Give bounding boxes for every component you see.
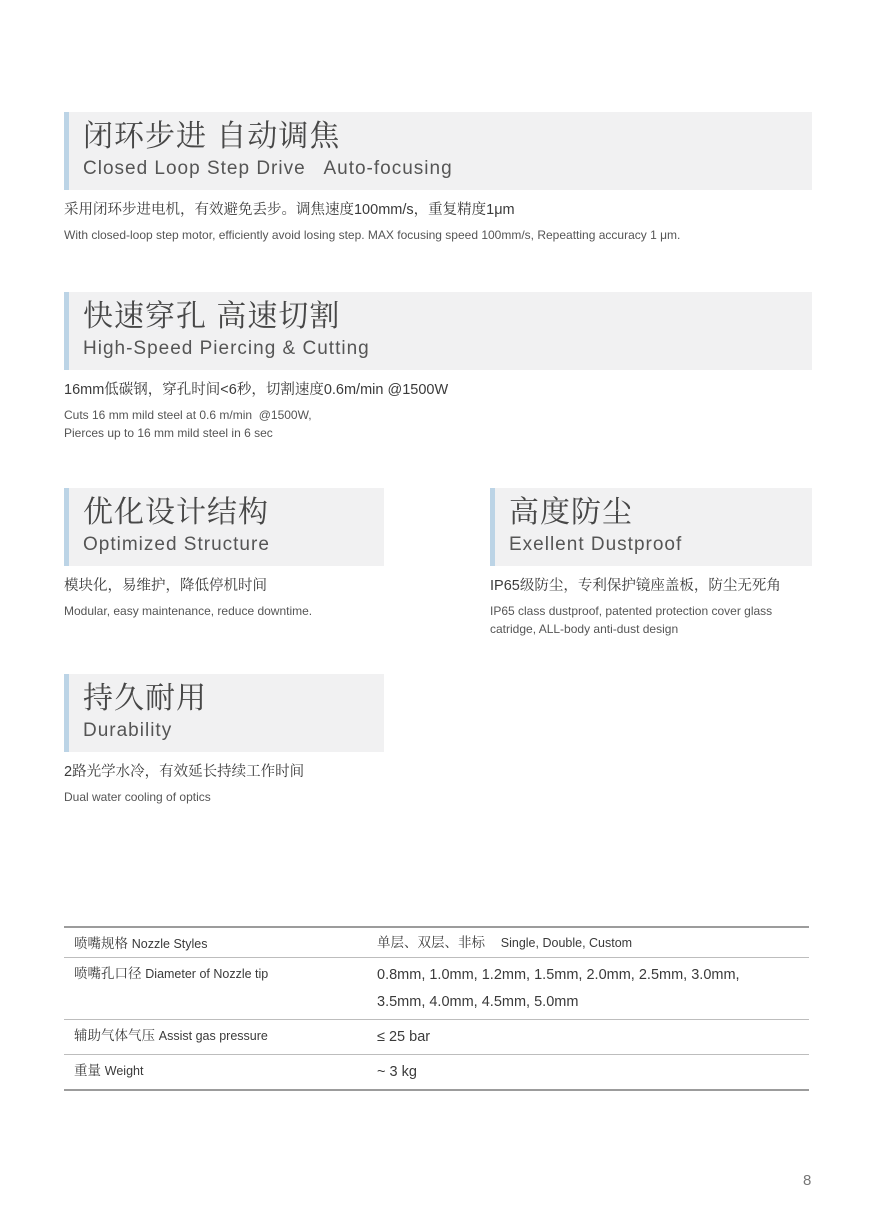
table-row [64, 1055, 809, 1091]
spec-value: ~ 3 kg [377, 1055, 809, 1091]
table-row [64, 1020, 809, 1055]
feature-closed-loop [64, 112, 812, 244]
spec-label-en: Assist gas pressure [158, 1029, 268, 1043]
feature-desc-zh: 16mm低碳钢，穿孔时间<6秒，切割速度0.6m/min @1500W [64, 382, 449, 398]
spec-label [64, 1020, 377, 1055]
feature-title-zh: 高度防尘 [509, 496, 633, 529]
feature-desc-zh: 模块化，易维护，降低停机时间 [64, 578, 267, 594]
feature-header [490, 488, 812, 566]
spec-value-zh: 单层、双层、非标 [377, 935, 485, 950]
feature-title-en: Optimized Structure [83, 534, 270, 555]
spec-label-zh: 重量 [74, 1063, 101, 1078]
feature-header [64, 112, 812, 190]
feature-title-en: Exellent Dustproof [509, 534, 683, 555]
feature-desc-en-line: Pierces up to 16 mm mild steel in 6 sec [64, 426, 273, 440]
specs-table [64, 926, 809, 1091]
table-row [64, 927, 809, 958]
spec-value [377, 927, 809, 958]
spec-label [64, 1055, 377, 1091]
feature-title-zh: 闭环步进 自动调焦 [83, 120, 341, 153]
feature-title-en: Durability [83, 720, 173, 741]
table-row [64, 958, 809, 1020]
feature-desc-en: Dual water cooling of optics [64, 790, 211, 804]
feature-durability [64, 674, 384, 806]
spec-value-en: Single, Double, Custom [500, 936, 633, 950]
feature-header [64, 674, 384, 752]
spec-label-zh: 喷嘴规格 [74, 936, 128, 951]
feature-title-en: Closed Loop Step Drive Auto-focusing [83, 158, 453, 179]
spec-label-en: Diameter of Nozzle tip [145, 967, 269, 981]
spec-label-en: Weight [104, 1064, 144, 1078]
feature-desc-en-line: Cuts 16 mm mild steel at 0.6 m/min @1500W, [64, 408, 312, 422]
feature-title-zh: 优化设计结构 [83, 496, 269, 529]
feature-header [64, 292, 812, 370]
spec-value [377, 958, 809, 1020]
feature-desc-en: Modular, easy maintenance, reduce downtime. [64, 604, 313, 618]
feature-header [64, 488, 384, 566]
feature-piercing [64, 292, 812, 442]
spec-value: ≤ 25 bar [377, 1020, 809, 1055]
feature-title-zh: 持久耐用 [83, 682, 207, 715]
feature-desc-zh: IP65级防尘，专利保护镜座盖板，防尘无死角 [490, 578, 781, 594]
feature-dustproof [490, 488, 812, 638]
feature-desc-en-line: catridge, ALL-body anti-dust design [490, 622, 679, 636]
spec-label [64, 958, 377, 1020]
spec-label-en: Nozzle Styles [131, 937, 208, 951]
spec-label-zh: 辅助气体气压 [74, 1028, 155, 1043]
feature-desc-en [490, 602, 812, 638]
spec-value-line: 0.8mm, 1.0mm, 1.2mm, 1.5mm, 2.0mm, 2.5mm, 3.0mm, [377, 967, 740, 983]
spec-label [64, 927, 377, 958]
spec-value-line: 3.5mm, 4.0mm, 4.5mm, 5.0mm [377, 994, 579, 1010]
page-number: 8 [803, 1172, 812, 1189]
feature-title-zh: 快速穿孔 高速切割 [83, 300, 341, 333]
feature-title-en: High-Speed Piercing & Cutting [83, 338, 370, 359]
spec-label-zh: 喷嘴孔口径 [74, 966, 142, 981]
feature-desc-zh: 2路光学水冷，有效延长持续工作时间 [64, 764, 305, 780]
feature-structure [64, 488, 384, 620]
feature-desc-en: With closed-loop step motor, efficiently avoid losing step. MAX focusing speed 100mm/s, Repeatting accuracy 1 μm. [64, 228, 681, 242]
feature-desc-en-line: IP65 class dustproof, patented protection cover glass [490, 604, 773, 618]
feature-desc-en [64, 406, 812, 442]
feature-desc-zh: 采用闭环步进电机，有效避免丢步。调焦速度100mm/s，重复精度1μm [64, 202, 515, 218]
